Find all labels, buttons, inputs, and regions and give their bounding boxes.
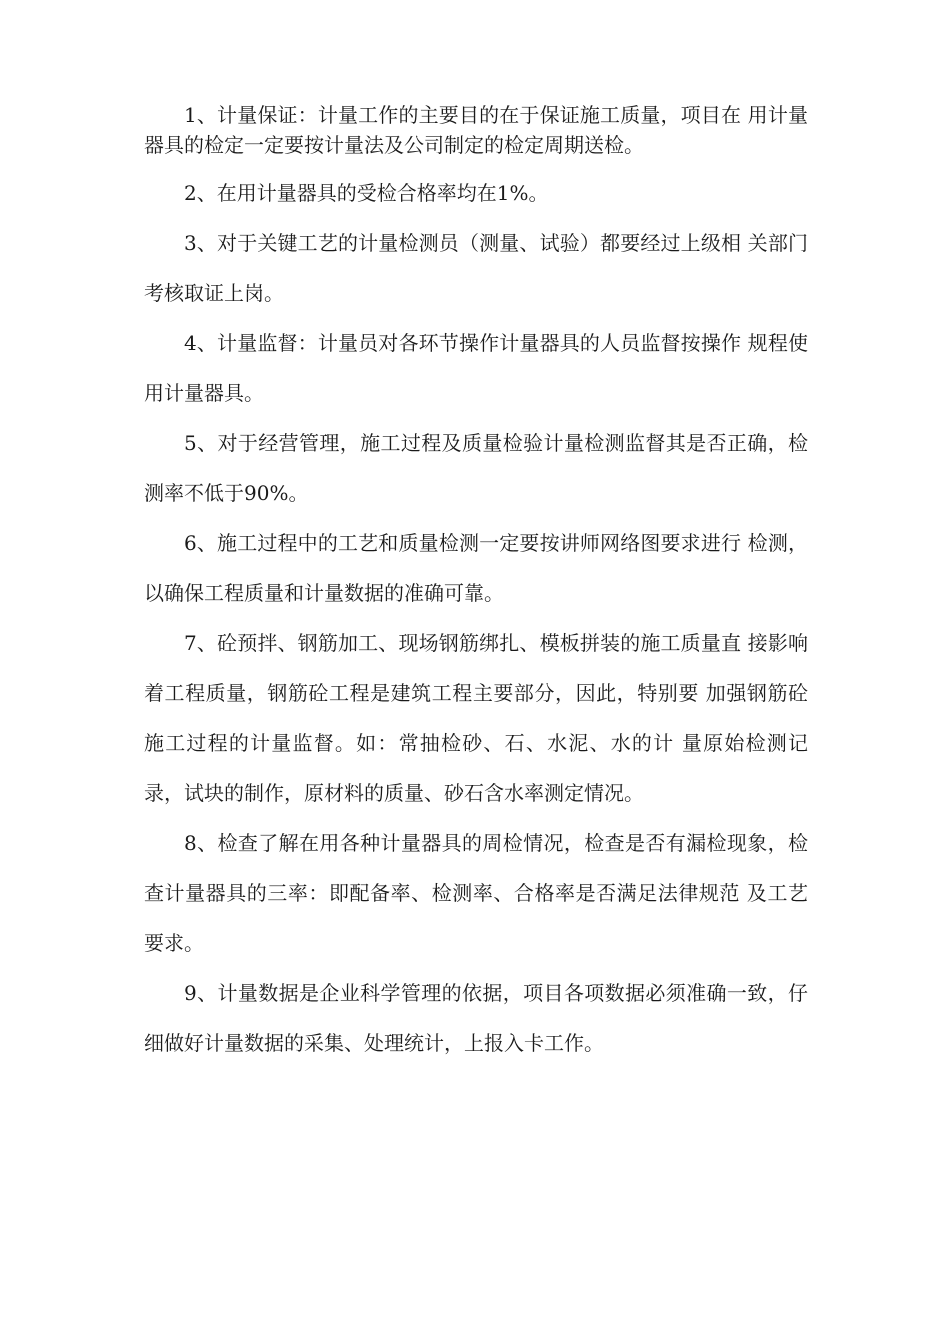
paragraph-2: 2、在用计量器具的受检合格率均在1%。: [184, 181, 549, 205]
paragraph-8: 8、检查了解在用各种计量器具的周检情况，检查是否有漏检现象，检查计量器具的三率：即配备率、检测率、合格率是否满足法律规范 及工艺要求。: [144, 831, 808, 955]
paragraph-6: 6、施工过程中的工艺和质量检测一定要按讲师网络图要求进行 检测，以确保工程质量和计量数据的准确可靠。: [144, 531, 808, 605]
document-body: [144, 100, 808, 1068]
paragraph-1: 1、计量保证：计量工作的主要目的在于保证施工质量，项目在 用计量器具的检定一定要按计量法及公司制定的检定周期送检。: [144, 103, 808, 157]
paragraph-9: 9、计量数据是企业科学管理的依据，项目各项数据必须准确一致，仔细做好计量数据的采集、处理统计，上报入卡工作。: [144, 981, 808, 1055]
paragraph-5: 5、对于经营管理，施工过程及质量检验计量检测监督其是否正确，检测率不低于90%。: [144, 431, 808, 505]
paragraph-3: 3、对于关键工艺的计量检测员（测量、试验）都要经过上级相 关部门考核取证上岗。: [144, 231, 808, 305]
paragraph-7: 7、砼预拌、钢筋加工、现场钢筋绑扎、模板拼装的施工质量直 接影响着工程质量，钢筋砼工程是建筑工程主要部分，因此，特别要 加强钢筋砼施工过程的计量监督。如：常抽检砂、石、水泥、水的计 量原始检测记录，试块的制作，原材料的质量、砂石含水率测定情况。: [144, 631, 808, 805]
paragraph-4: 4、计量监督：计量员对各环节操作计量器具的人员监督按操作 规程使用计量器具。: [144, 331, 808, 405]
